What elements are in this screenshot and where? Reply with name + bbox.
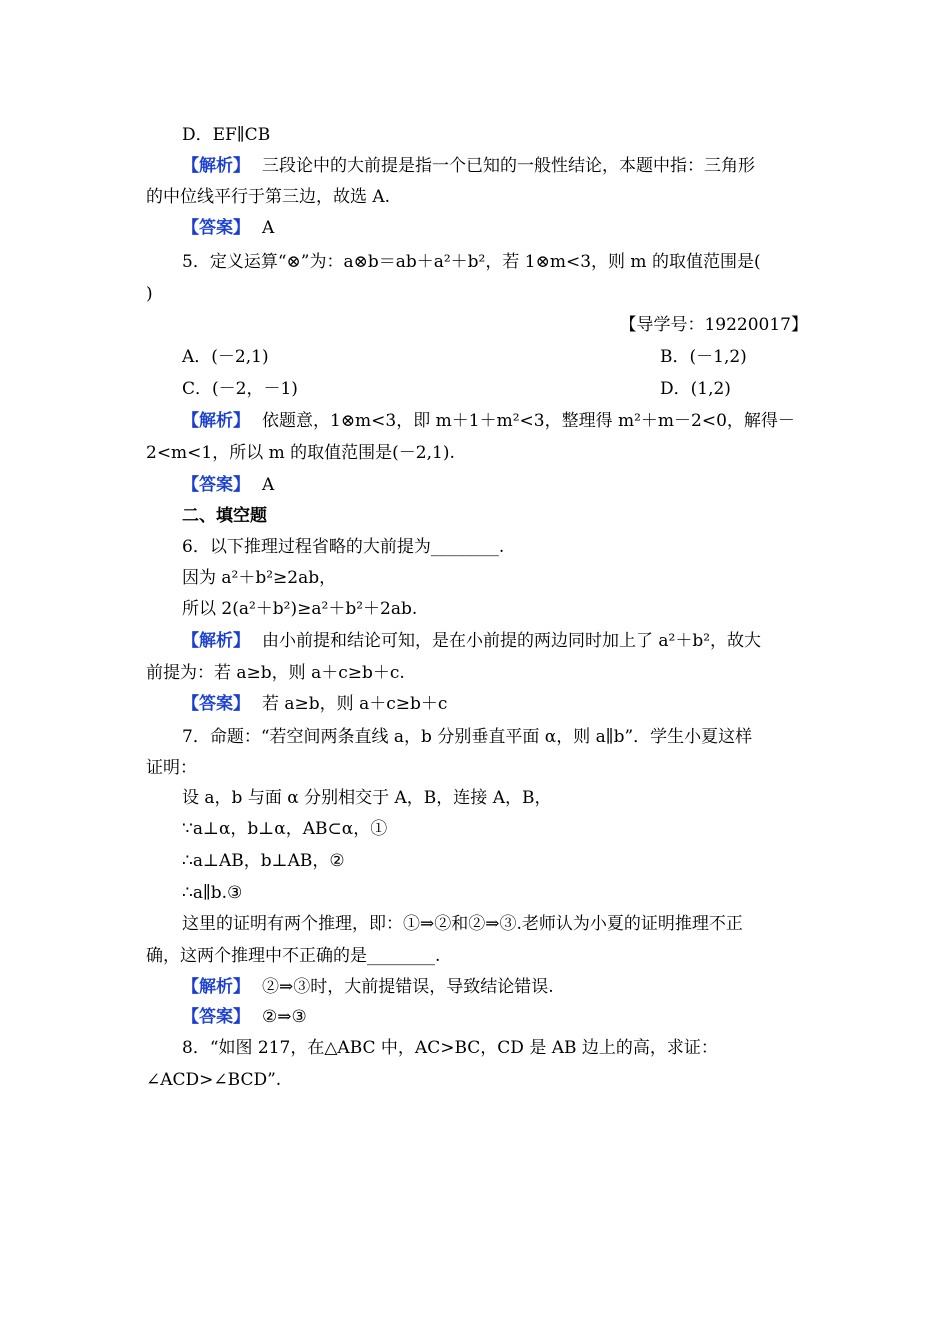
q7-answer-value: ②⇒③ xyxy=(262,1007,307,1027)
q4-answer-value: A xyxy=(262,218,275,238)
answer-tag: 【答案】 xyxy=(182,694,250,714)
q8-stem-line1: 8．“如图 217，在△ABC 中，AC>BC，CD 是 AB 边上的高，求证： xyxy=(182,1038,718,1058)
q5-analysis-text1: 依题意，1⊗m<3，即 m＋1＋m²<3，整理得 m²＋m－2<0，解得－ xyxy=(262,411,795,431)
analysis-tag: 【解析】 xyxy=(182,156,250,176)
q4-analysis-line2: 的中位线平行于第三边，故选 A. xyxy=(146,187,391,207)
q4-answer xyxy=(182,216,844,240)
q7-proof-line1: 设 a，b 与面 α 分别相交于 A，B，连接 A，B， xyxy=(182,788,552,808)
q8-stem-line2: ∠ACD>∠BCD”. xyxy=(146,1070,282,1090)
q7-answer xyxy=(182,1005,844,1029)
q6-analysis-line2: 前提为：若 a≥b，则 a＋c≥b＋c. xyxy=(146,663,405,683)
analysis-tag: 【解析】 xyxy=(182,631,250,651)
q7-proof-line2: ∵a⊥α，b⊥α，AB⊂α，① xyxy=(182,819,388,839)
q7-proof-line3: ∴a⊥AB，b⊥AB，② xyxy=(182,851,345,871)
answer-tag: 【答案】 xyxy=(182,475,250,495)
q6-answer-value: 若 a≥b，则 a＋c≥b＋c xyxy=(262,694,448,714)
q7-stem-line1: 7．命题：“若空间两条直线 a，b 分别垂直平面 α，则 a∥b”．学生小夏这样 xyxy=(182,727,753,747)
q5-option-d: D．(1,2) xyxy=(660,379,731,399)
q5-options-row2 xyxy=(182,377,844,401)
q5-option-b: B．(－1,2) xyxy=(660,347,747,367)
q5-option-a: A．(－2,1) xyxy=(182,347,269,367)
q5-guide-number: 【导学号：19220017】 xyxy=(619,315,808,335)
q6-answer xyxy=(182,692,844,716)
q5-options-row1 xyxy=(182,345,844,369)
q7-proof-line4: ∴a∥b.③ xyxy=(182,883,243,903)
q7-para-line2: 确，这两个推理中不正确的是________. xyxy=(146,946,441,966)
q6-stem: 6．以下推理过程省略的大前提为________. xyxy=(182,537,505,557)
q5-stem-line2: ) xyxy=(146,284,153,304)
answer-tag: 【答案】 xyxy=(182,1007,250,1027)
q6-line2: 因为 a²＋b²≥2ab， xyxy=(182,568,337,588)
q4-option-d: D．EF∥CB xyxy=(182,125,271,145)
analysis-tag: 【解析】 xyxy=(182,411,250,431)
q5-stem-line1: 5．定义运算“⊗”为：a⊗b＝ab＋a²＋b²，若 1⊗m<3，则 m 的取值范围是( xyxy=(182,252,761,272)
q5-answer xyxy=(182,473,844,497)
q5-analysis-line2: 2<m<1，所以 m 的取值范围是(－2,1). xyxy=(146,443,455,463)
q5-analysis-line1 xyxy=(182,409,844,433)
q6-analysis-line1 xyxy=(182,629,844,653)
q7-analysis-text: ②⇒③时，大前提错误，导致结论错误. xyxy=(262,977,554,997)
answer-tag: 【答案】 xyxy=(182,218,250,238)
q6-line3: 所以 2(a²＋b²)≥a²＋b²＋2ab. xyxy=(182,599,418,619)
q4-analysis-line1 xyxy=(182,154,844,178)
analysis-tag: 【解析】 xyxy=(182,977,250,997)
q5-option-c: C．(－2，－1) xyxy=(182,379,298,399)
q7-analysis xyxy=(182,975,844,999)
q4-analysis-text1: 三段论中的大前提是指一个已知的一般性结论，本题中指：三角形 xyxy=(262,156,755,176)
q5-answer-value: A xyxy=(262,475,275,495)
section-title: 二、填空题 xyxy=(182,506,267,526)
q6-analysis-text1: 由小前提和结论可知，是在小前提的两边同时加上了 a²＋b²，故大 xyxy=(262,631,762,651)
q7-para-line1: 这里的证明有两个推理，即：①⇒②和②⇒③.老师认为小夏的证明推理不正 xyxy=(182,914,743,934)
q7-stem-line2: 证明： xyxy=(146,758,197,778)
